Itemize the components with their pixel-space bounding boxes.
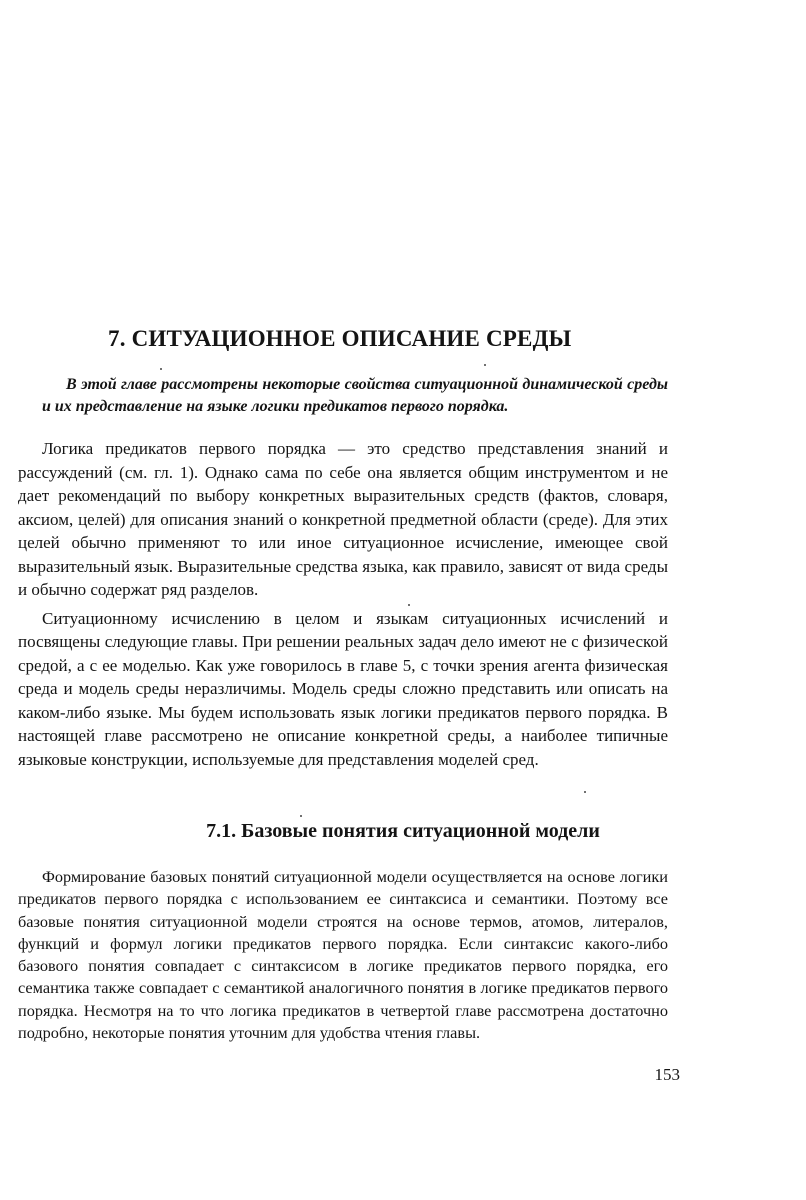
paragraph: Формирование базовых понятий ситуационной модели осуществляется на основе логики предикатов первого порядка с использованием ее синтаксиса и семантики. Поэтому все базовые понятия ситуационной модели строятся на основе термов, атомов, литералов, функций и формул логики предикатов первого порядка. Если синтаксис какого-либо базового понятия совпадает с синтаксисом в логике предикатов первого порядка, его семантика также совпадает с семантикой аналогичного понятия в логике предикатов первого порядка. Несмотря на то что логика предикатов в четвертой главе рассмотрена достаточно подробно, некоторые понятия уточним для удобства чтения главы.	[18, 867, 668, 1043]
page-number: 153	[654, 1065, 680, 1084]
chapter-abstract: В этой главе рассмотрены некоторые свойства ситуационной динамической среды и их представление на языке логики предикатов первого порядка.	[42, 376, 668, 415]
scan-speck	[408, 604, 410, 606]
scan-speck	[584, 791, 586, 793]
scan-speck	[484, 364, 486, 366]
section-title: 7.1. Базовые понятия ситуационной модели	[206, 820, 600, 842]
section-text	[18, 866, 668, 1044]
paragraph: Логика предикатов первого порядка — это средство представления знаний и рассуждений (см. гл. 1). Однако сама по себе она является общим инструментом и не дает рекомендаций по выбору конкретных выразительных средств (фактов, словаря, аксиом, целей) для описания знаний о конкретной предметной области (среде). Для этих целей обычно применяют то или иное ситуационное исчисление, имеющее свой выразительный язык. Выразительные средства языка, как правило, зависят от вида среды и обычно содержат ряд разделов.	[18, 439, 668, 599]
chapter-intro-text	[18, 437, 668, 771]
chapter-title: 7. СИТУАЦИОННОЕ ОПИСАНИЕ СРЕДЫ	[108, 326, 572, 351]
paragraph: Ситуационному исчислению в целом и языкам ситуационных исчислений и посвящены следующие главы. При решении реальных задач дело имеют не с физической средой, а с ее моделью. Как уже говорилось в главе 5, с точки зрения агента физическая среда и модель среды неразличимы. Модель среды сложно представить или описать на каком-либо языке. Мы будем использовать язык логики предикатов первого порядка. В настоящей главе рассмотрено не описание конкретной среды, а наиболее типичные языковые конструкции, используемые для представления моделей сред.	[18, 608, 668, 769]
scan-speck	[160, 368, 162, 370]
scan-speck	[300, 815, 302, 817]
